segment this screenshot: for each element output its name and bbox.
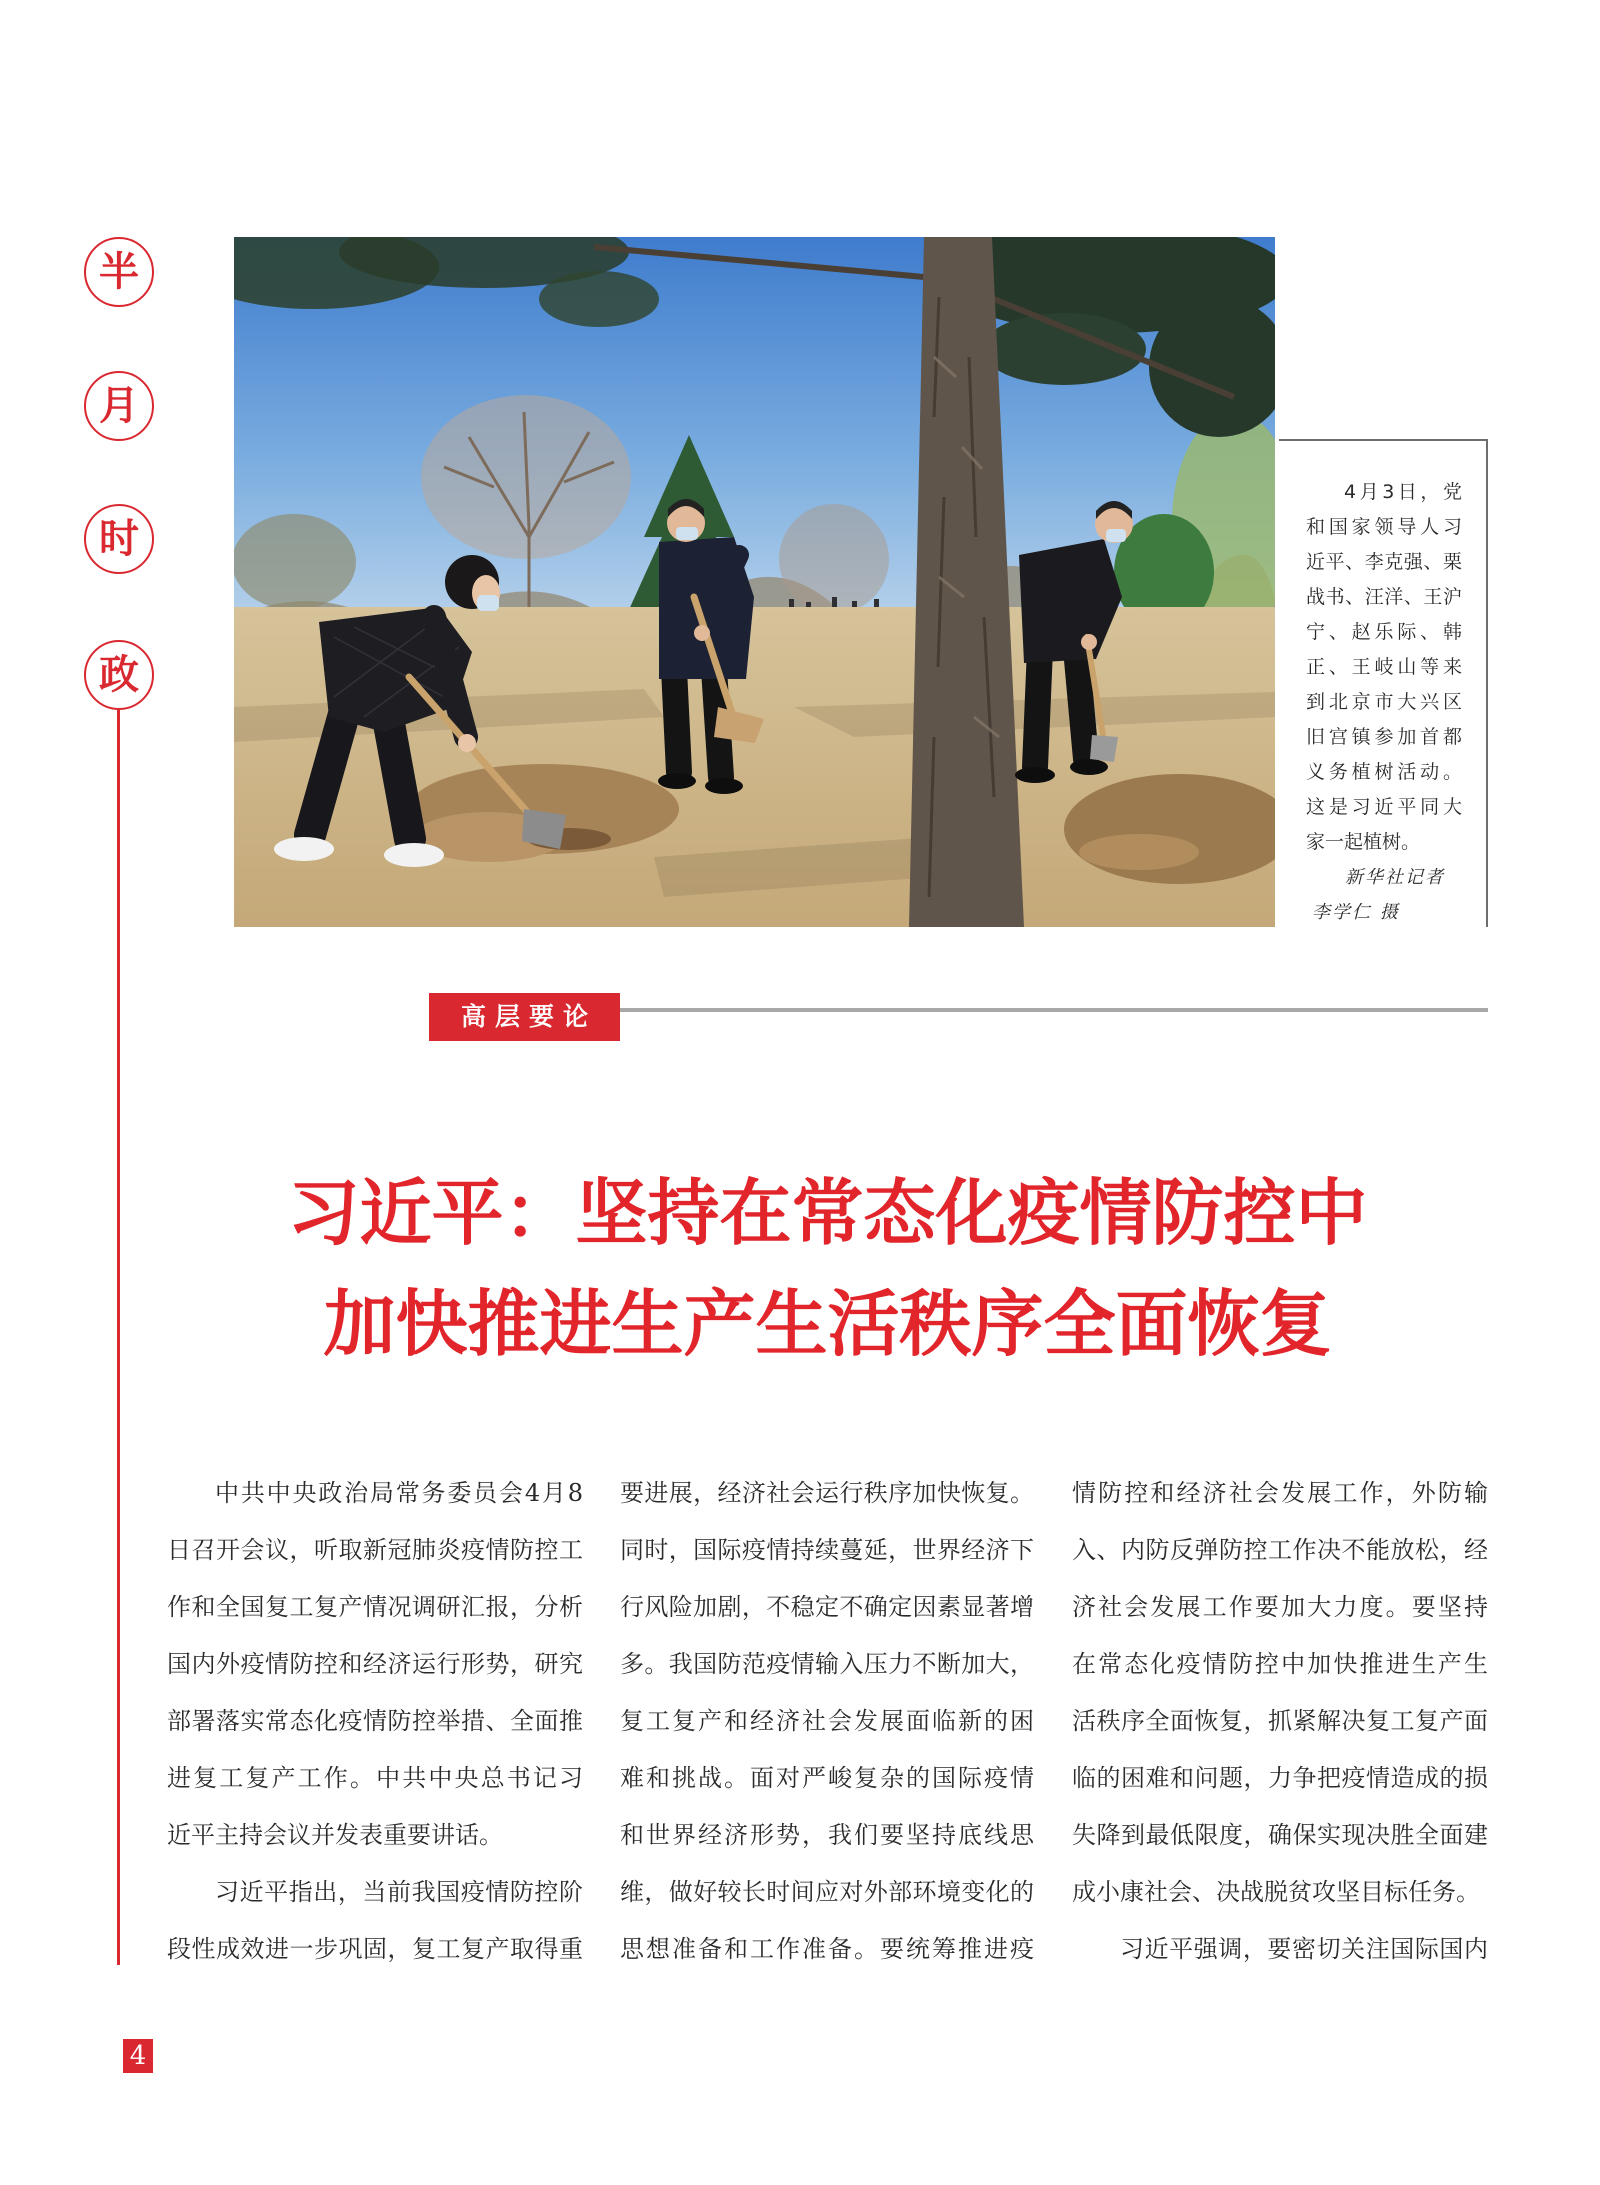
body-column-2 — [620, 1465, 1034, 1978]
body-line: 思想准备和工作准备。要统筹推进疫 — [620, 1935, 1034, 1963]
body-column-3 — [1072, 1465, 1488, 1978]
body-line: 活秩序全面恢复，抓紧解决复工复产面 — [1072, 1707, 1488, 1735]
body-line: 国内外疫情防控和经济运行形势，研究 — [167, 1650, 583, 1678]
body-line: 临的困难和问题，力争把疫情造成的损 — [1072, 1764, 1488, 1792]
caption-line: 宁、赵乐际、韩 — [1306, 621, 1462, 643]
body-line: 近平主持会议并发表重要讲话。 — [167, 1821, 503, 1849]
body-line: 情防控和经济社会发展工作，外防输 — [1072, 1479, 1488, 1507]
body-line: 济社会发展工作要加大力度。要坚持 — [1072, 1593, 1488, 1621]
body-line: 习近平强调，要密切关注国际国内 — [1120, 1935, 1488, 1963]
column-label-char: 政 — [84, 640, 154, 710]
body-line: 多。我国防范疫情输入压力不断加大， — [620, 1650, 1034, 1678]
caption-side-rule — [1486, 439, 1488, 927]
caption-line: 义务植树活动。 — [1306, 761, 1462, 783]
body-line: 成小康社会、决战脱贫攻坚目标任务。 — [1072, 1878, 1480, 1906]
body-line: 日召开会议，听取新冠肺炎疫情防控工 — [167, 1536, 583, 1564]
caption-top-rule — [1279, 439, 1488, 441]
body-line: 和世界经济形势，我们要坚持底线思 — [620, 1821, 1034, 1849]
headline-line-1: 习近平：坚持在常态化疫情防控中 — [287, 1171, 1368, 1255]
body-line: 进复工复产工作。中共中央总书记习 — [167, 1764, 583, 1792]
news-photo — [234, 237, 1275, 927]
section-rule — [620, 1008, 1488, 1012]
body-line: 在常态化疫情防控中加快推进生产生 — [1072, 1650, 1488, 1678]
body-line: 失降到最低限度，确保实现决胜全面建 — [1072, 1821, 1488, 1849]
caption-line: 正、王岐山等来 — [1306, 656, 1462, 678]
caption-line: 近平、李克强、栗 — [1306, 551, 1462, 573]
caption-line: 旧宫镇参加首都 — [1306, 726, 1462, 748]
body-line: 段性成效进一步巩固，复工复产取得重 — [167, 1935, 583, 1963]
body-line: 部署落实常态化疫情防控举措、全面推 — [167, 1707, 583, 1735]
photo-caption — [1306, 475, 1462, 930]
body-line: 中共中央政治局常务委员会4月8 — [215, 1479, 583, 1507]
caption-line: 战书、汪洋、王沪 — [1306, 586, 1462, 608]
caption-line: 和国家领导人习 — [1306, 516, 1462, 538]
page-number: 4 — [123, 2039, 153, 2073]
body-line: 作和全国复工复产情况调研汇报，分析 — [167, 1593, 583, 1621]
body-line: 维，做好较长时间应对外部环境变化的 — [620, 1878, 1034, 1906]
caption-line: 4月3日，党 — [1344, 481, 1462, 503]
caption-line: 这是习近平同大 — [1306, 796, 1462, 818]
body-line: 入、内防反弹防控工作决不能放松，经 — [1072, 1536, 1488, 1564]
margin-red-rule — [117, 710, 120, 1965]
body-line: 难和挑战。面对严峻复杂的国际疫情 — [620, 1764, 1034, 1792]
column-label-char: 月 — [84, 371, 154, 441]
body-line: 行风险加剧，不稳定不确定因素显著增 — [620, 1593, 1034, 1621]
section-label: 高层要论 — [429, 993, 620, 1041]
body-line: 要进展，经济社会运行秩序加快恢复。 — [620, 1479, 1034, 1507]
headline-line-2: 加快推进生产生活秩序全面恢复 — [323, 1282, 1332, 1366]
caption-line: 家一起植树。 — [1306, 831, 1421, 853]
caption-line: 到北京市大兴区 — [1306, 691, 1462, 713]
column-label-char: 半 — [84, 237, 154, 307]
body-line: 习近平指出，当前我国疫情防控阶 — [215, 1878, 583, 1906]
photo-illustration — [234, 237, 1275, 927]
column-label-char: 时 — [84, 504, 154, 574]
photo-credit-agency: 新华社记者 — [1345, 867, 1445, 888]
body-line: 复工复产和经济社会发展面临新的困 — [620, 1707, 1034, 1735]
body-line: 同时，国际疫情持续蔓延，世界经济下 — [620, 1536, 1034, 1564]
photo-credit-photographer: 李学仁 摄 — [1312, 902, 1400, 923]
body-column-1 — [167, 1465, 583, 1978]
